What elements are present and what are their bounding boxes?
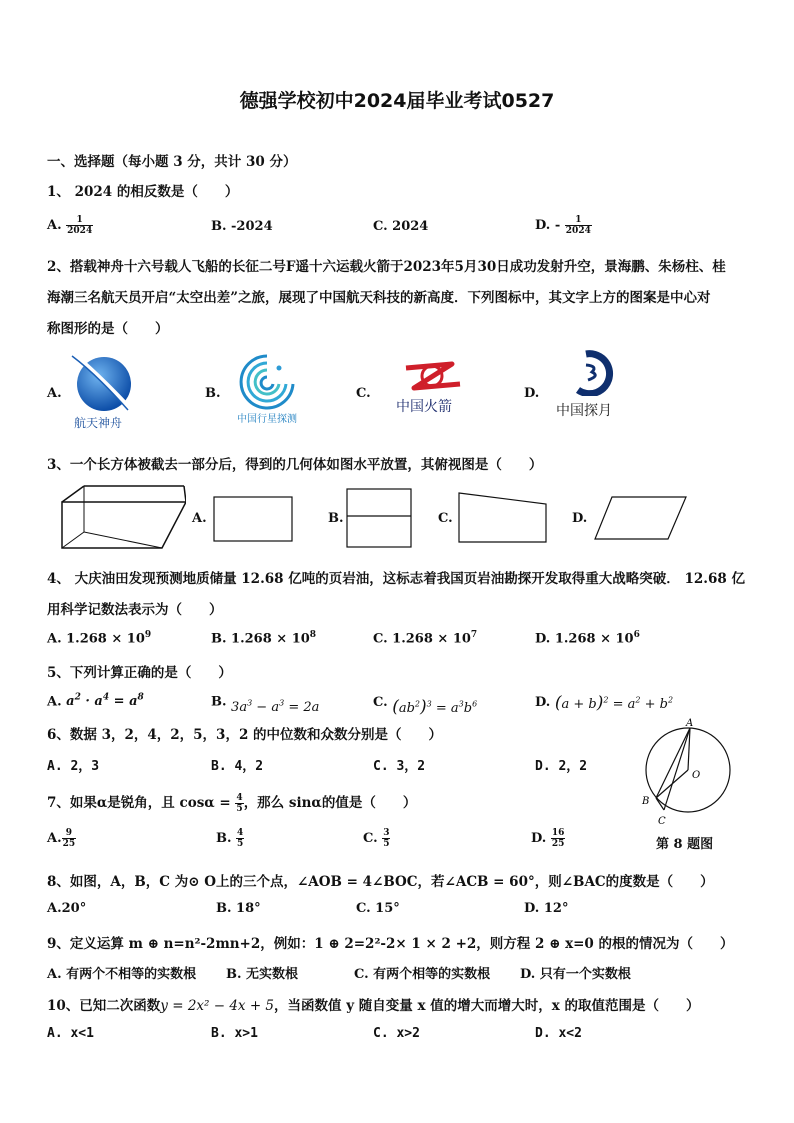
q4-stem-line2: 用科学记数法表示为（ ） <box>47 602 223 618</box>
q1-option-d: D. - $\frac{1}{2024}$ <box>535 215 591 236</box>
q7-option-b: B. $\frac{4}{5}$ <box>216 828 244 849</box>
point-o-label: O <box>692 770 701 781</box>
q10-option-b: B. x>1 <box>211 1026 258 1041</box>
cuboid-figure <box>58 482 186 552</box>
q2-option-d-label: D. <box>524 386 540 401</box>
q2-option-c-label: C. <box>356 386 371 401</box>
q9-option-d: D. 只有一个实数根 <box>520 967 631 982</box>
q4-stem-line1: 4、 大庆油田发现预测地质储量 12.68 亿吨的页岩油，这标志着我国页岩油勘探开发取得重大战略突破． 12.68 亿 <box>47 571 745 587</box>
q3-stem: 3、一个长方体被截去一部分后，得到的几何体如图水平放置，其俯视图是（ ） <box>47 457 543 473</box>
q7-option-c: C. $\frac{3}{5}$ <box>363 828 390 849</box>
q3-option-b-figure <box>346 488 412 548</box>
q3-option-a-label: A. <box>192 511 207 526</box>
fraction: $\frac{16}{25}$ <box>551 828 565 849</box>
q8-option-b: B. 18° <box>216 901 261 916</box>
q1-option-b: B. -2024 <box>211 219 273 234</box>
page-title: 德强学校初中2024届毕业考试0527 <box>239 90 555 112</box>
q5-option-a: A. $a^2 \cdot a^4 = a^8$ <box>47 693 144 710</box>
q6-option-a: A. 2，3 <box>47 759 100 774</box>
q2-stem-line2: 海潮三名航天员开启“太空出差”之旅，展现了中国航天科技的新高度．下列图标中，其文字上方的图案是中心对 <box>47 290 711 306</box>
q10-option-a: A. x<1 <box>47 1026 94 1041</box>
q5-option-c: C. $(ab^2)^3 = a^3b^6$ <box>373 695 478 717</box>
section-heading: 一、选择题（每小题 3 分，共计 30 分） <box>47 154 297 170</box>
q8-circle-figure <box>636 714 736 830</box>
q2-option-b-label: B. <box>205 386 221 401</box>
fraction: $\frac{1}{2024}$ <box>565 215 591 236</box>
q2-stem-line1: 2、搭载神舟十六号载人飞船的长征二号F遥十六运载火箭于2023年5月30日成功发射升空，景海鹏、朱杨柱、桂 <box>47 259 726 275</box>
fraction: $\frac{4}{5}$ <box>236 793 243 814</box>
q5-option-b: B. $3a^3 - a^3 = 2a$ <box>211 694 320 716</box>
q7-stem: 7、如果α是锐角，且 cosα = $\frac{4}{5}$ ，那么 sinα的值是（ ） <box>47 793 417 814</box>
q8-option-a: A.20° <box>47 901 87 916</box>
q6-option-d: D. 2，2 <box>535 759 588 774</box>
q2-option-a-label: A. <box>47 386 62 401</box>
q5-stem: 5、下列计算正确的是（ ） <box>47 665 232 681</box>
q9-option-c: C. 有两个相等的实数根 <box>354 967 491 982</box>
fraction: $\frac{1}{2024}$ <box>67 215 93 236</box>
fraction: $\frac{9}{25}$ <box>62 828 76 849</box>
q9-option-a: A. 有两个不相等的实数根 <box>47 967 197 982</box>
q1-option-a: A. $\frac{1}{2024}$ <box>47 215 93 236</box>
q8-figure-caption: 第 8 题图 <box>656 837 714 852</box>
point-c-label: C <box>658 816 666 827</box>
q4-option-d: D. $1.268 \times 10^6$ <box>535 630 640 647</box>
q3-option-a-figure <box>213 496 293 542</box>
q10-option-d: D. x<2 <box>535 1026 582 1041</box>
q3-option-d-figure <box>594 496 688 540</box>
q4-option-b: B. $1.268 \times 10^8$ <box>211 630 317 647</box>
q2-stem-line3: 称图形的是（ ） <box>47 321 169 337</box>
q3-option-c-label: C. <box>438 511 453 526</box>
q1-option-c: C. 2024 <box>373 219 429 234</box>
q4-option-c: C. $1.268 \times 10^7$ <box>373 630 478 647</box>
q3-option-d-label: D. <box>572 511 588 526</box>
q9-stem: 9、定义运算 m ⊕ n=n²-2mn+2，例如：1 ⊕ 2=2²-2× 1 × 2 +2，则方程 2 ⊕ x=0 的根的情况为（ ） <box>47 936 734 952</box>
lunar-exploration-logo: 中国探月 <box>556 350 636 422</box>
shenzhou-logo: 航天神舟 <box>68 352 138 434</box>
quadratic-formula: y = 2x² − 4x + 5 <box>160 998 275 1014</box>
q3-option-b-label: B. <box>328 511 344 526</box>
q7-option-a: A. $\frac{9}{25}$ <box>47 828 76 849</box>
point-b-label: B <box>642 796 650 807</box>
fraction: $\frac{4}{5}$ <box>237 828 244 849</box>
q3-option-c-figure <box>458 492 550 544</box>
point-a-label: A <box>686 718 694 729</box>
q1-stem: 1、 2024 的相反数是（ ） <box>47 184 239 200</box>
q7-option-d: D. $\frac{16}{25}$ <box>531 828 565 849</box>
q6-stem: 6、数据 3，2，4，2，5，3，2 的中位数和众数分别是（ ） <box>47 727 443 743</box>
q8-option-c: C. 15° <box>356 901 400 916</box>
fraction: $\frac{3}{5}$ <box>383 828 390 849</box>
q10-option-c: C. x>2 <box>373 1026 420 1041</box>
q9-option-b: B. 无实数根 <box>226 967 299 982</box>
q8-option-d: D. 12° <box>524 901 569 916</box>
q6-option-b: B. 4，2 <box>211 759 264 774</box>
china-rocket-logo: 中国火箭 <box>394 360 474 420</box>
q8-stem: 8、如图，A，B，C 为⊙ O上的三个点，∠AOB = 4∠BOC，若∠ACB = 60°，则∠BAC的度数是（ ） <box>47 874 714 890</box>
q4-option-a: A. $1.268 \times 10^9$ <box>47 630 152 647</box>
q5-option-d: D. $(a + b)^2 = a^2 + b^2$ <box>535 693 674 713</box>
planetary-exploration-logo: 中国行星探测 <box>237 350 307 430</box>
q10-stem: 10、已知二次函数y = 2x² − 4x + 5，当函数值 y 随自变量 x 值的增大而增大时，x 的取值范围是（ ） <box>47 998 700 1014</box>
q6-option-c: C. 3，2 <box>373 759 426 774</box>
